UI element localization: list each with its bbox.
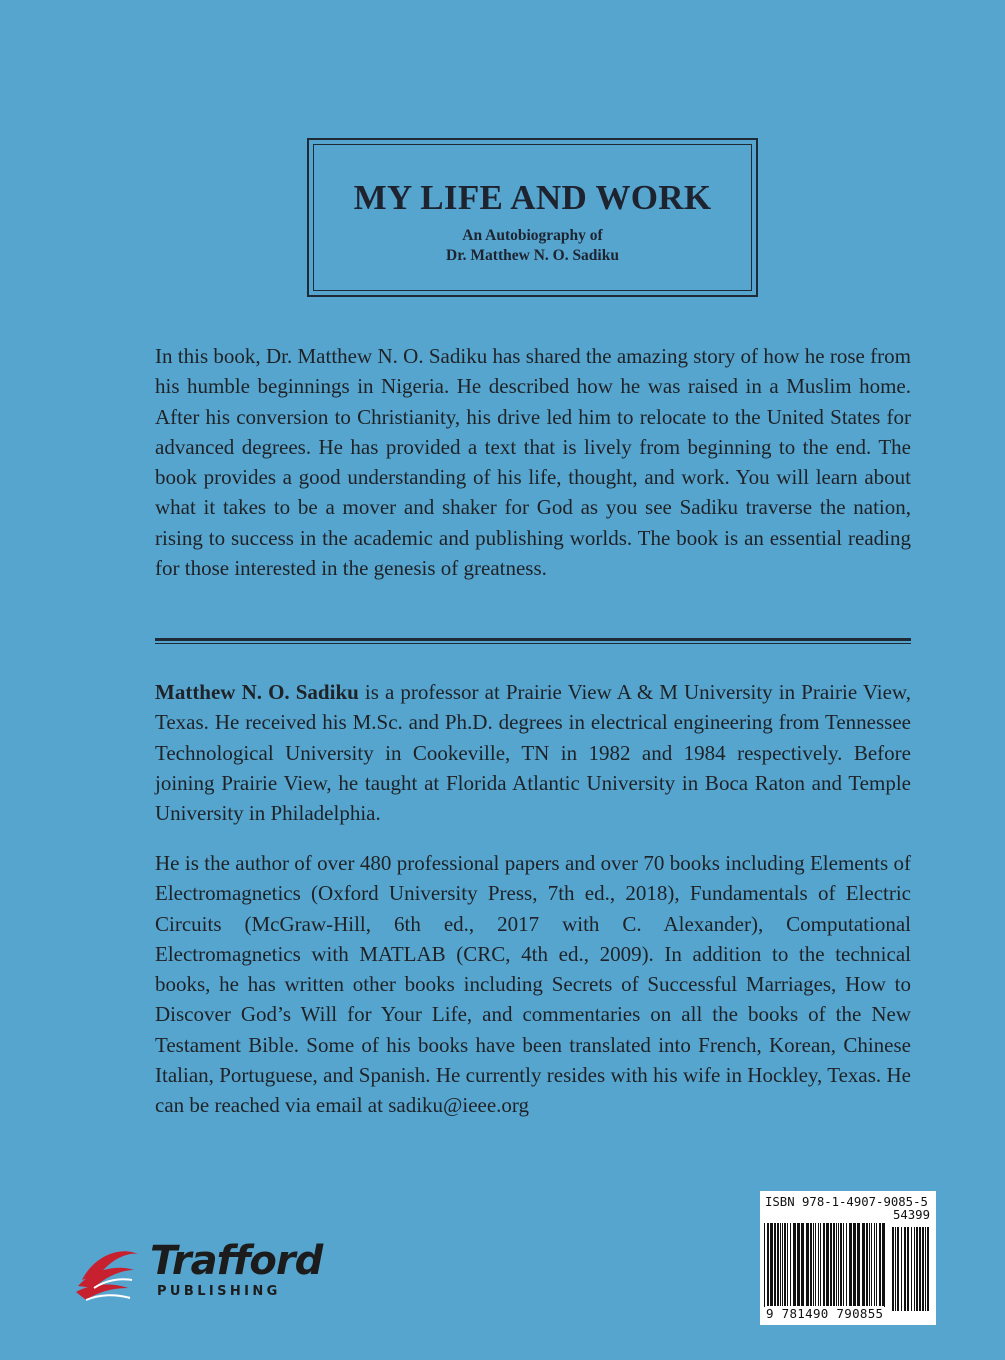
barcode-bar: [780, 1223, 781, 1307]
price-barcode-bar: [914, 1227, 915, 1311]
author-works: He is the author of over 480 professional papers and over 70 books including Elements of Electromagnetics (Oxford University Press, 7th ed., 2018), Fundamentals of Electric Circuits (McGraw-Hill, 6th ed., 2017 with C. Alexander), Computational Electromagnetics with MATLAB (CRC, 4th ed., 2009). In addition to the technical books, he has written other books including Secrets of Successful Marriages, How to Discover God’s Will for Your Life, and commentaries on all the books of the New Testament Bible. Some of his books have been translated into French, Korean, Chinese Italian, Portuguese, and Spanish. He currently resides with his wife in Hockley, Texas. He can be reached via email at sadiku@ieee.org: [155, 851, 911, 1118]
barcode-bar: [818, 1223, 819, 1307]
publisher-subtitle: PUBLISHING: [157, 1284, 281, 1299]
price-barcode-bar: [927, 1227, 929, 1311]
price-barcode-bar: [922, 1227, 924, 1311]
author-bio: [155, 677, 911, 828]
author-bio-text: is a professor at Prairie View A & M University in Prairie View, Texas. He received his M.Sc. and Ph.D. degrees in electrical engineering from Tennessee Technological University in Cookeville, TN in 1982 and 1984 respectively. Before joining Prairie View, he taught at Florida Atlantic University in Boca Raton and Temple University in Philadelphia.: [155, 680, 911, 826]
price-barcode-bar: [897, 1227, 899, 1311]
barcode-number: 9 781490 790855: [766, 1306, 884, 1321]
barcode-bar: [853, 1223, 856, 1307]
price-barcode-bar: [907, 1227, 909, 1311]
price-barcode-bar: [911, 1227, 912, 1311]
barcode-bar: [793, 1223, 796, 1307]
barcode-bar: [879, 1223, 881, 1307]
barcode-bar: [815, 1223, 816, 1307]
book-blurb: In this book, Dr. Matthew N. O. Sadiku has shared the amazing story of how he rose from his humble beginnings in Nigeria. He described how he was raised in a Muslim home. After his conversion to Christianity, his drive led him to relocate to the United States for advanced degrees. He has provided a text that is lively from beginning to the end. The book provides a good understanding of his life, thought, and work. You will learn about what it takes to be a mover and shaker for God as you see Sadiku traverse the nation, rising to success in the academic and publishing worlds. The book is an essential reading for those interested in the genesis of greatness.: [155, 344, 911, 581]
barcode-bar: [770, 1223, 773, 1307]
barcode-bar: [849, 1223, 852, 1307]
barcode-bar: [838, 1223, 839, 1307]
barcode-bar: [830, 1223, 832, 1307]
barcode-bar: [767, 1223, 769, 1307]
barcode-bar: [882, 1223, 885, 1307]
barcode-bar: [869, 1223, 870, 1307]
isbn-barcode: [760, 1191, 936, 1325]
barcode-bar: [813, 1223, 814, 1307]
subtitle-line-2: Dr. Matthew N. O. Sadiku: [446, 247, 619, 264]
barcode-bar: [784, 1223, 786, 1307]
divider-rule-thick: [155, 638, 911, 641]
barcode-bar: [801, 1223, 804, 1307]
book-subtitle: [309, 226, 756, 266]
barcode-bar: [836, 1223, 837, 1307]
price-barcode-bar: [904, 1227, 906, 1311]
barcode-bar: [826, 1223, 829, 1307]
subtitle-line-1: An Autobiography of: [462, 227, 603, 244]
barcode-bar: [806, 1223, 809, 1307]
open-book-wave-logo-icon: [72, 1236, 152, 1310]
author-name: Matthew N. O. Sadiku: [155, 680, 359, 704]
barcode-bar: [866, 1223, 868, 1307]
publisher-name: Trafford: [150, 1238, 323, 1284]
barcode-bar: [874, 1223, 875, 1307]
barcode-bar: [823, 1223, 825, 1307]
barcode-bar: [840, 1223, 842, 1307]
barcode-bar: [764, 1223, 765, 1307]
barcode-bar: [782, 1223, 783, 1307]
barcode-bar: [846, 1223, 847, 1307]
barcode-bar: [787, 1223, 788, 1307]
barcode-bar: [857, 1223, 860, 1307]
divider-rule-thin: [155, 643, 911, 644]
barcode-bar: [820, 1223, 821, 1307]
price-barcode-bar: [892, 1227, 894, 1311]
barcode-bar: [876, 1223, 877, 1307]
title-box: [307, 138, 758, 297]
isbn-text: ISBN 978-1-4907-9085-5: [765, 1195, 928, 1209]
price-barcode-bar: [901, 1227, 902, 1311]
barcode-bar: [833, 1223, 835, 1307]
price-barcode-bar: [916, 1227, 918, 1311]
barcode-bar: [790, 1223, 791, 1307]
barcode-bars: [764, 1223, 932, 1311]
barcode-bar: [774, 1223, 776, 1307]
publisher-logo: [72, 1236, 362, 1310]
barcode-bar: [777, 1223, 779, 1307]
price-barcode-bar: [919, 1227, 921, 1311]
barcode-bar: [862, 1223, 865, 1307]
barcode-bar: [843, 1223, 844, 1307]
barcode-bar: [810, 1223, 812, 1307]
barcode-bar: [871, 1223, 872, 1307]
price-barcode-bar: [895, 1227, 896, 1311]
price-barcode-bar: [925, 1227, 926, 1311]
barcode-bar: [797, 1223, 800, 1307]
book-title: MY LIFE AND WORK: [353, 178, 712, 217]
price-code: 54399: [892, 1208, 930, 1222]
